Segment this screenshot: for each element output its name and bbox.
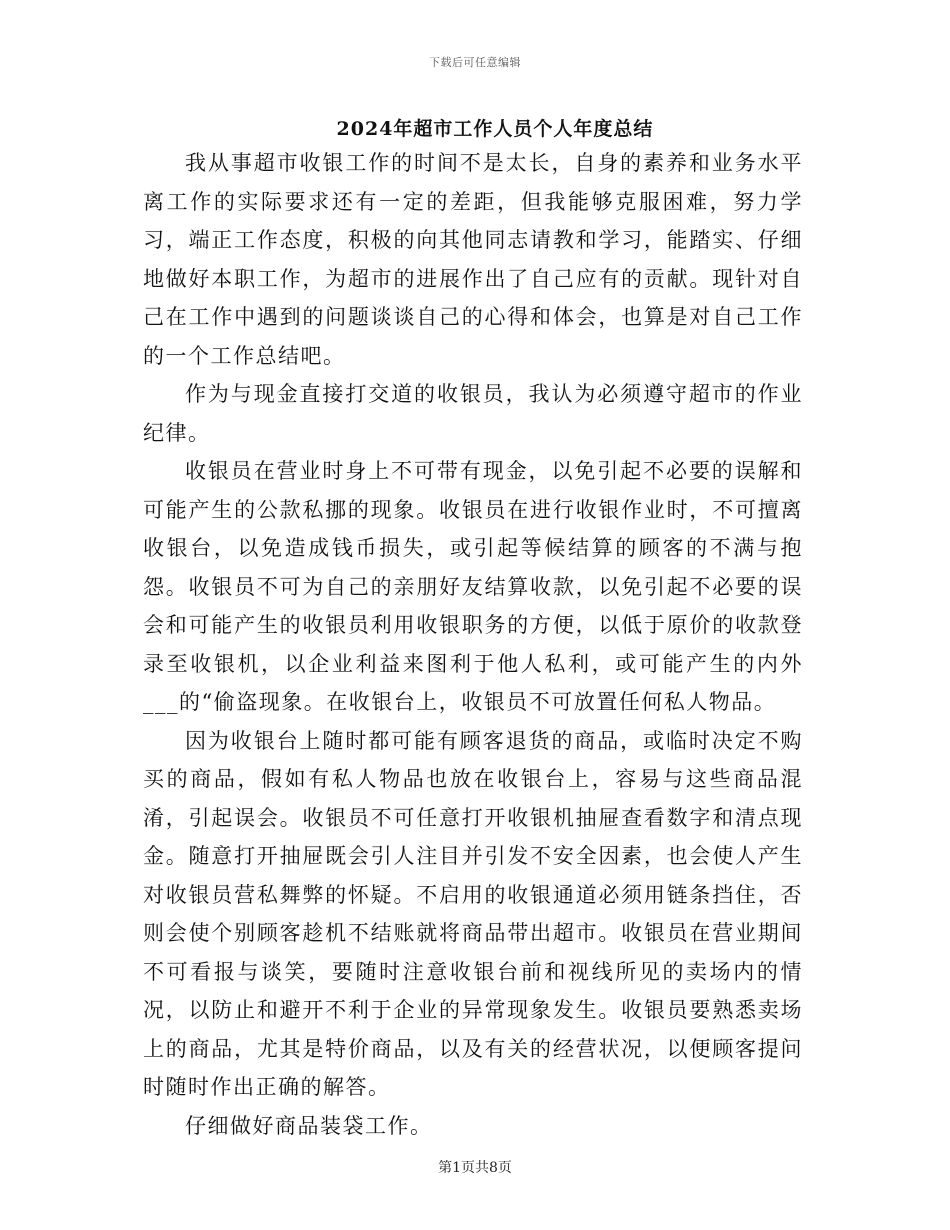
body-paragraph-5: 仔细做好商品装袋工作。 (185, 1113, 433, 1138)
document-body (143, 144, 803, 1145)
body-paragraph-1: 我从事超市收银工作的时间不是太长，自身的素养和业务水平离工作的实际要求还有一定的差距，但我能够克服困难，努力学习，端正工作态度，积极的向其他同志请教和学习，能踏实、仔细地做好本职工作，为超市的进展作出了自己应有的贡献。现针对自己在工作中遇到的问题谈谈自己的心得和体会，也算是对自己工作的一个工作总结吧。 (143, 151, 803, 368)
document-title: 2024年超市工作人员个人年度总结 (336, 118, 654, 140)
page-header-note: 下载后可任意编辑 (429, 56, 521, 69)
body-paragraph-4: 因为收银台上随时都可能有顾客退货的商品，或临时决定不购买的商品，假如有私人物品也放在收银台上，容易与这些商品混淆，引起误会。收银员不可任意打开收银机抽屉查看数字和清点现金。随意打开抽屉既会引人注目并引发不安全因素，也会使人产生对收银员营私舞弊的怀疑。不启用的收银通道必须用链条挡住，否则会使个别顾客趁机不结账就将商品带出超市。收银员在营业期间不可看报与谈笑，要随时注意收银台前和视线所见的卖场内的情况，以防止和避开不利于企业的异常现象发生。收银员要熟悉卖场上的商品，尤其是特价商品，以及有关的经营状况，以便顾客提问时随时作出正确的解答。 (143, 728, 803, 1099)
page-number-footer: 第1页共8页 (438, 1160, 512, 1176)
body-paragraph-2: 作为与现金直接打交道的收银员，我认为必须遵守超市的作业纪律。 (143, 382, 803, 445)
body-paragraph-3: 收银员在营业时身上不可带有现金，以免引起不必要的误解和可能产生的公款私挪的现象。收银员在进行收银作业时，不可擅离收银台，以免造成钱币损失，或引起等候结算的顾客的不满与抱怨。收银员不可为自己的亲朋好友结算收款，以免引起不必要的误会和可能产生的收银员利用收银职务的方便，以低于原价的收款登录至收银机，以企业利益来图利于他人私利，或可能产生的内外___的“偷盗现象。在收银台上，收银员不可放置任何私人物品。 (143, 459, 803, 714)
